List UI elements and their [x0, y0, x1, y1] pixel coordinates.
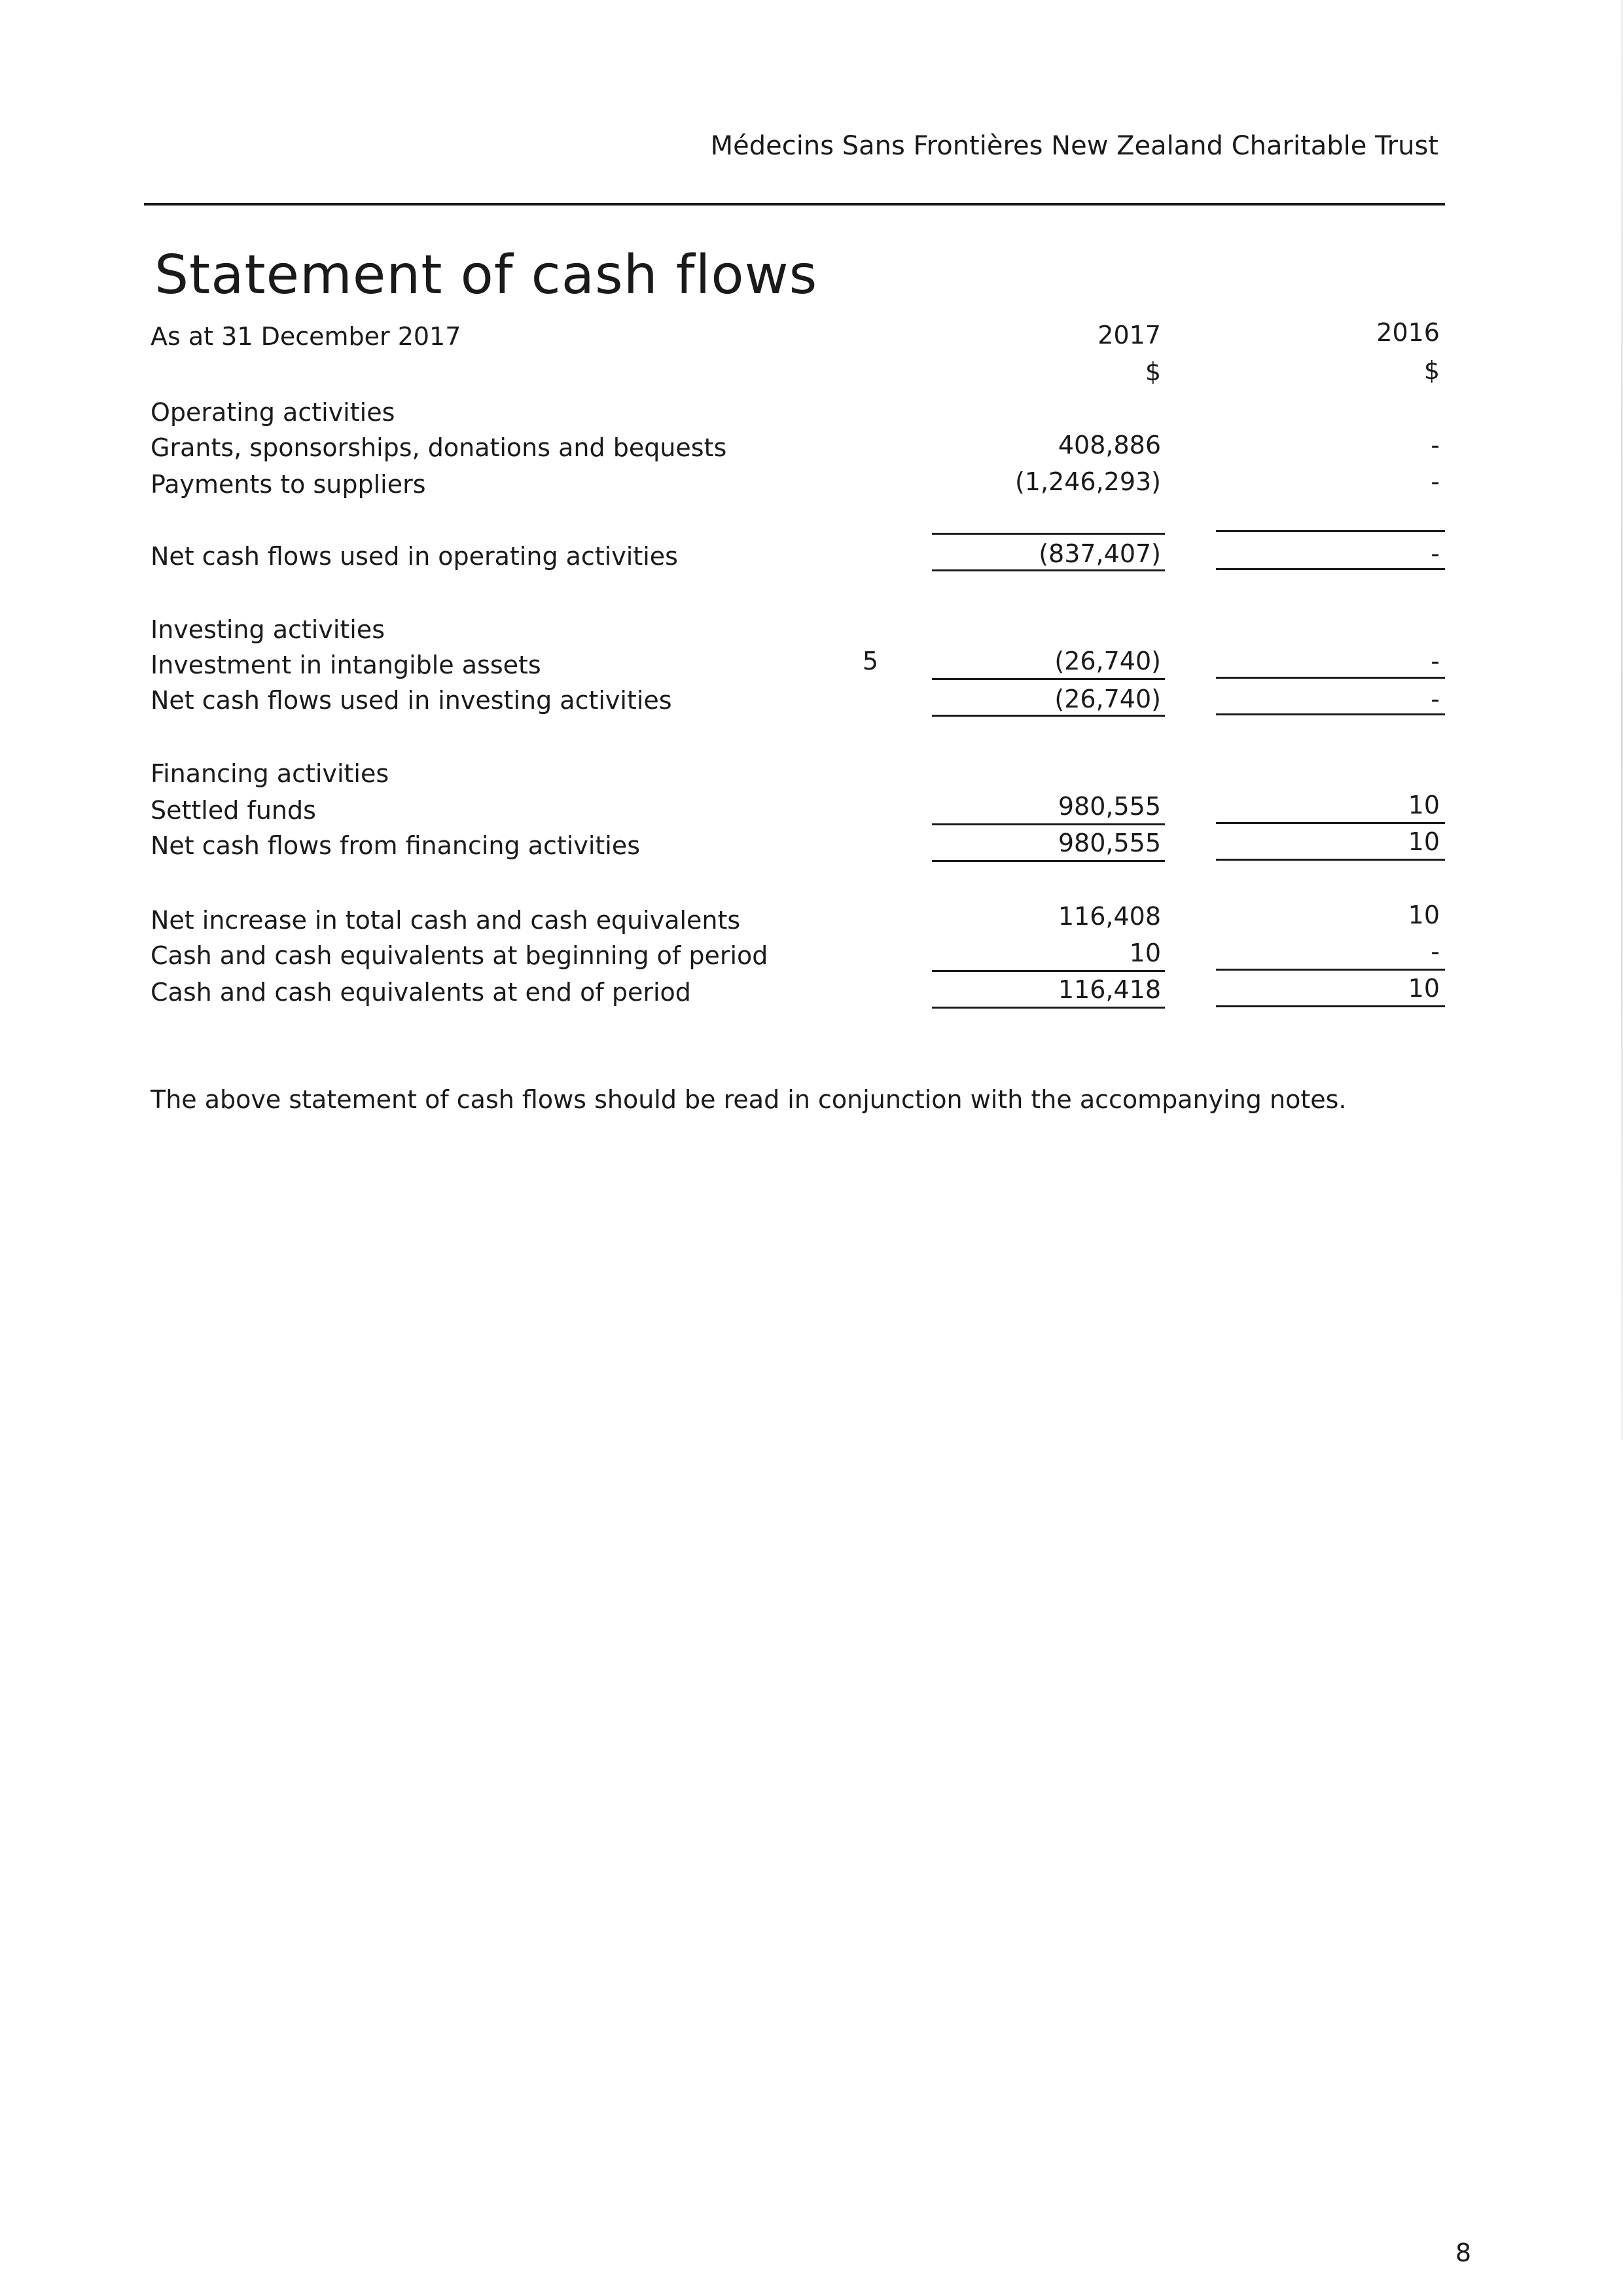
total-rule-2016	[1216, 568, 1445, 570]
page-title: Statement of cash flows	[154, 244, 818, 306]
subtotal-rule-2016	[1216, 969, 1445, 971]
value-2016-settled: 10	[1408, 791, 1440, 819]
subtotal-rule-2017	[932, 533, 1165, 535]
section-heading-financing: Financing activities	[151, 759, 389, 788]
value-2017-net-increase: 116,408	[1058, 902, 1161, 931]
value-2016-beginning-cash: -	[1431, 937, 1440, 966]
value-2017-intangible: (26,740)	[1054, 647, 1161, 675]
value-2016-grants: -	[1431, 431, 1440, 459]
column-header-2016: 2016	[1376, 318, 1440, 347]
value-2017-settled: 980,555	[1058, 792, 1161, 821]
row-label-intangible: Investment in intangible assets	[151, 651, 541, 679]
column-header-2017: 2017	[1097, 321, 1161, 350]
value-2017-beginning-cash: 10	[1129, 939, 1161, 967]
value-2016-net-investing: -	[1431, 685, 1440, 713]
total-rule-2017	[932, 715, 1165, 717]
note-reference: 5	[862, 647, 879, 675]
currency-2016: $	[1423, 356, 1440, 385]
subtotal-rule-2017	[932, 970, 1165, 972]
statement-date: As at 31 December 2017	[151, 322, 461, 351]
total-rule-2017	[932, 569, 1165, 571]
subtotal-rule-2017	[932, 678, 1165, 680]
value-2016-net-financing: 10	[1408, 827, 1440, 856]
value-2016-net-operating: -	[1431, 539, 1440, 568]
subtotal-rule-2017	[932, 823, 1165, 825]
row-label-net-operating: Net cash flows used in operating activities	[151, 542, 678, 571]
subtotal-rule-2016	[1216, 530, 1445, 532]
row-label-net-investing: Net cash flows used in investing activities	[151, 686, 672, 715]
row-label-net-increase: Net increase in total cash and cash equivalents	[151, 906, 741, 935]
currency-2017: $	[1145, 357, 1161, 386]
subtotal-rule-2016	[1216, 822, 1445, 824]
value-2017-payments: (1,246,293)	[1014, 467, 1161, 496]
subtotal-rule-2016	[1216, 677, 1445, 679]
header-rule	[144, 203, 1445, 206]
total-rule-2016	[1216, 1005, 1445, 1007]
total-rule-2017	[932, 860, 1165, 862]
value-2017-net-financing: 980,555	[1058, 829, 1161, 857]
page-number: 8	[1455, 2238, 1471, 2267]
value-2017-net-operating: (837,407)	[1039, 539, 1161, 568]
total-rule-2016	[1216, 713, 1445, 715]
organization-name: Médecins Sans Frontières New Zealand Charitable Trust	[710, 131, 1438, 161]
value-2016-end-cash: 10	[1408, 974, 1440, 1003]
row-label-payments: Payments to suppliers	[151, 470, 426, 499]
value-2017-end-cash: 116,418	[1058, 975, 1161, 1004]
value-2016-intangible: -	[1431, 647, 1440, 675]
value-2016-payments: -	[1431, 467, 1440, 496]
value-2016-net-increase: 10	[1408, 901, 1440, 929]
total-rule-2017	[932, 1007, 1165, 1009]
value-2017-net-investing: (26,740)	[1054, 685, 1161, 713]
row-label-grants: Grants, sponsorships, donations and bequests	[151, 433, 727, 462]
row-label-end-cash: Cash and cash equivalents at end of period	[151, 978, 691, 1007]
row-label-net-financing: Net cash flows from financing activities	[151, 831, 641, 860]
footnote: The above statement of cash flows should be read in conjunction with the accompanying notes.	[151, 1085, 1347, 1114]
section-heading-operating: Operating activities	[151, 398, 395, 427]
row-label-beginning-cash: Cash and cash equivalents at beginning of period	[151, 941, 768, 970]
row-label-settled: Settled funds	[151, 796, 316, 825]
total-rule-2016	[1216, 859, 1445, 861]
section-heading-investing: Investing activities	[151, 615, 385, 644]
value-2017-grants: 408,886	[1058, 431, 1161, 459]
